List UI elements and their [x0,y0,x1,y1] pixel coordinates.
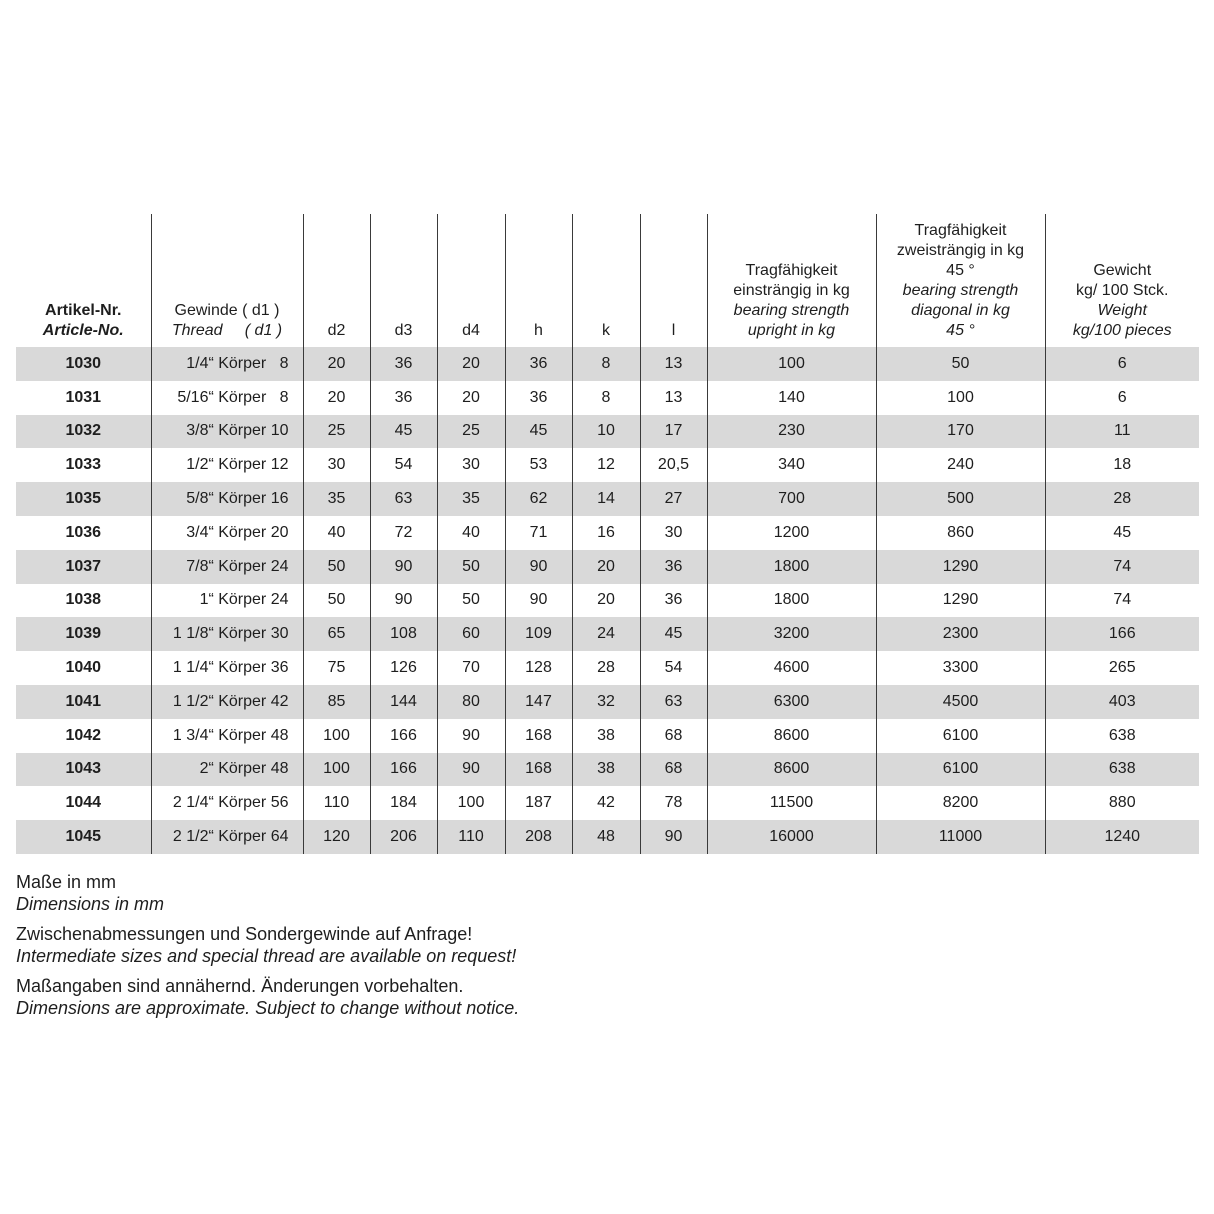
header-weight-line: Weight [1097,302,1147,319]
cell-thread: 1/2“ Körper 12 [151,448,303,482]
cell-thread: 1 3/4“ Körper 48 [151,719,303,753]
cell-d4: 110 [437,820,505,854]
header-upright-line: upright in kg [747,322,836,339]
cell-upright-capacity: 11500 [707,786,876,820]
cell-article-no: 1037 [16,550,151,584]
cell-k: 42 [572,786,640,820]
cell-upright-capacity: 1200 [707,516,876,550]
cell-article-no: 1042 [65,726,102,744]
cell-d2: 110 [303,786,370,820]
note-en: Dimensions in mm [16,894,165,914]
cell-diagonal-capacity: 100 [876,381,1045,415]
header-h: h [505,214,572,347]
cell-thread: 3/8“ Körper 10 [151,415,303,449]
header-upright-line: einsträngig in kg [733,282,850,299]
header-weight-line: Gewicht [1093,262,1152,279]
cell-upright-capacity: 8600 [707,719,876,753]
note-de: Zwischenabmessungen und Sondergewinde auf Anfrage! [16,924,473,944]
cell-diagonal-capacity: 6100 [876,753,1045,787]
cell-weight: 74 [1045,584,1199,618]
cell-thread: 1/4“ Körper 8 [151,347,303,381]
table-row [16,584,1199,618]
header-diagonal-line: bearing strength [902,282,1019,299]
cell-h: 168 [505,753,572,787]
cell-diagonal-capacity: 860 [876,516,1045,550]
cell-d3: 36 [370,347,437,381]
cell-k: 8 [572,381,640,415]
cell-diagonal-capacity: 1290 [876,550,1045,584]
header-d3: d3 [370,214,437,347]
header-diagonal-line: Tragfähigkeit [914,222,1007,239]
cell-d2: 30 [303,448,370,482]
cell-thread: 1 1/2“ Körper 42 [151,685,303,719]
table-header-row [16,214,1199,347]
cell-l: 13 [640,381,707,415]
cell-d2: 50 [303,550,370,584]
cell-diagonal-capacity: 1290 [876,584,1045,618]
cell-d2: 100 [303,753,370,787]
cell-upright-capacity: 140 [707,381,876,415]
cell-weight: 45 [1045,516,1199,550]
cell-h: 90 [505,584,572,618]
cell-article-no: 1041 [16,685,151,719]
cell-d3: 184 [370,786,437,820]
note-custom-sizes [16,923,519,967]
cell-article-no: 1036 [65,523,102,541]
cell-k: 8 [572,347,640,381]
cell-k: 20 [572,550,640,584]
cell-h: 36 [505,381,572,415]
cell-article-no: 1038 [65,591,102,609]
cell-weight: 11 [1045,415,1199,449]
cell-d3: 90 [370,550,437,584]
cell-d3: 206 [370,820,437,854]
cell-upright-capacity: 700 [707,482,876,516]
cell-d3: 72 [370,516,437,550]
cell-thread: 1“ Körper 24 [151,584,303,618]
cell-d2: 65 [303,617,370,651]
cell-d4: 40 [437,516,505,550]
header-weight-line: kg/100 pieces [1072,322,1172,339]
cell-l: 36 [640,584,707,618]
cell-d2: 40 [303,516,370,550]
cell-weight: 265 [1045,651,1199,685]
cell-h: 147 [505,685,572,719]
header-d2: d2 [303,214,370,347]
note-de: Maßangaben sind annähernd. Änderungen vorbehalten. [16,976,464,996]
cell-d4: 90 [437,753,505,787]
note-approximate [16,975,519,1019]
cell-upright-capacity: 4600 [707,651,876,685]
cell-l: 13 [640,347,707,381]
table-row [16,415,1199,449]
cell-l: 90 [640,820,707,854]
cell-l: 27 [640,482,707,516]
cell-diagonal-capacity: 6100 [876,719,1045,753]
cell-d3: 126 [370,651,437,685]
cell-d4: 35 [437,482,505,516]
cell-d4: 25 [437,415,505,449]
cell-thread: 2“ Körper 48 [151,753,303,787]
header-diagonal-line: 45 ° [946,322,975,339]
cell-h: 128 [505,651,572,685]
cell-h: 45 [505,415,572,449]
cell-h: 168 [505,719,572,753]
cell-l: 63 [640,685,707,719]
cell-d4: 90 [437,719,505,753]
cell-h: 71 [505,516,572,550]
table-row [16,516,1199,550]
cell-article-no: 1039 [16,617,151,651]
cell-h: 36 [505,347,572,381]
header-diagonal [876,214,1045,347]
cell-upright-capacity: 1800 [707,550,876,584]
table-row [16,719,1199,753]
cell-upright-capacity: 340 [707,448,876,482]
cell-d4: 60 [437,617,505,651]
notes [16,871,519,1027]
header-upright-line: bearing strength [733,302,850,319]
cell-d3: 108 [370,617,437,651]
table-body [16,347,1199,854]
header-diagonal-line: 45 ° [946,262,975,279]
header-upright [707,214,876,347]
cell-d3: 63 [370,482,437,516]
header-weight-line: kg/ 100 Stck. [1076,282,1169,299]
cell-l: 20,5 [640,448,707,482]
cell-h: 208 [505,820,572,854]
cell-d4: 80 [437,685,505,719]
cell-d2: 35 [303,482,370,516]
dimensions-table [16,214,1199,854]
cell-diagonal-capacity: 170 [876,415,1045,449]
header-article [16,214,151,347]
cell-upright-capacity: 6300 [707,685,876,719]
cell-l: 68 [640,719,707,753]
cell-k: 24 [572,617,640,651]
cell-k: 14 [572,482,640,516]
cell-k: 32 [572,685,640,719]
cell-l: 36 [640,550,707,584]
cell-d4: 20 [437,347,505,381]
cell-d2: 120 [303,820,370,854]
cell-article-no: 1045 [16,820,151,854]
note-de: Maße in mm [16,872,117,892]
table-row [16,482,1199,516]
cell-k: 10 [572,415,640,449]
cell-upright-capacity: 16000 [707,820,876,854]
cell-k: 16 [572,516,640,550]
cell-thread: 5/16“ Körper 8 [151,381,303,415]
cell-diagonal-capacity: 3300 [876,651,1045,685]
note-en: Dimensions are approximate. Subject to change without notice. [16,998,520,1018]
header-article-en: Article-No. [42,322,124,339]
cell-weight: 1240 [1045,820,1199,854]
cell-d2: 20 [303,347,370,381]
cell-article-no: 1044 [65,794,102,812]
cell-d3: 90 [370,584,437,618]
cell-k: 20 [572,584,640,618]
cell-d2: 50 [303,584,370,618]
cell-d3: 166 [370,719,437,753]
cell-d4: 100 [437,786,505,820]
header-thread-de: Gewinde ( d1 ) [174,302,280,319]
cell-d3: 54 [370,448,437,482]
cell-diagonal-capacity: 11000 [876,820,1045,854]
cell-diagonal-capacity: 8200 [876,786,1045,820]
cell-d2: 25 [303,415,370,449]
cell-d3: 166 [370,753,437,787]
cell-l: 45 [640,617,707,651]
cell-weight: 638 [1045,719,1199,753]
cell-h: 187 [505,786,572,820]
table-row [16,381,1199,415]
cell-article-no: 1032 [16,415,151,449]
header-upright-line: Tragfähigkeit [745,262,838,279]
cell-d3: 45 [370,415,437,449]
cell-weight: 6 [1045,381,1199,415]
header-l: l [640,214,707,347]
cell-k: 48 [572,820,640,854]
cell-weight: 18 [1045,448,1199,482]
cell-k: 38 [572,719,640,753]
cell-d4: 70 [437,651,505,685]
cell-h: 62 [505,482,572,516]
cell-k: 28 [572,651,640,685]
cell-weight: 28 [1045,482,1199,516]
cell-upright-capacity: 100 [707,347,876,381]
cell-upright-capacity: 8600 [707,753,876,787]
cell-diagonal-capacity: 2300 [876,617,1045,651]
cell-k: 38 [572,753,640,787]
cell-weight: 403 [1045,685,1199,719]
cell-upright-capacity: 230 [707,415,876,449]
cell-diagonal-capacity: 240 [876,448,1045,482]
table-row [16,448,1199,482]
cell-article-no: 1035 [16,482,151,516]
cell-thread: 2 1/2“ Körper 64 [151,820,303,854]
cell-thread: 2 1/4“ Körper 56 [151,786,303,820]
header-thread-en: Thread ( d1 ) [171,322,283,339]
header-diagonal-line: zweisträngig in kg [896,242,1025,259]
cell-weight: 6 [1045,347,1199,381]
cell-d4: 30 [437,448,505,482]
cell-weight: 880 [1045,786,1199,820]
cell-thread: 1 1/4“ Körper 36 [151,651,303,685]
header-d4: d4 [437,214,505,347]
header-article-de: Artikel-Nr. [45,302,122,319]
header-thread [151,214,303,347]
cell-thread: 3/4“ Körper 20 [151,516,303,550]
table-row [16,651,1199,685]
cell-diagonal-capacity: 500 [876,482,1045,516]
note-en: Intermediate sizes and special thread are available on request! [16,946,517,966]
cell-d4: 50 [437,550,505,584]
table-row [16,685,1199,719]
cell-l: 30 [640,516,707,550]
header-k: k [572,214,640,347]
cell-d4: 20 [437,381,505,415]
cell-h: 90 [505,550,572,584]
header-weight [1045,214,1199,347]
cell-l: 68 [640,753,707,787]
table-row [16,753,1199,787]
cell-weight: 74 [1045,550,1199,584]
cell-d2: 100 [303,719,370,753]
cell-h: 53 [505,448,572,482]
cell-article-no: 1030 [16,347,151,381]
cell-weight: 638 [1045,753,1199,787]
cell-d2: 85 [303,685,370,719]
cell-d2: 75 [303,651,370,685]
cell-weight: 166 [1045,617,1199,651]
cell-h: 109 [505,617,572,651]
cell-article-no: 1040 [65,659,102,677]
cell-diagonal-capacity: 50 [876,347,1045,381]
table-row [16,550,1199,584]
cell-l: 78 [640,786,707,820]
cell-upright-capacity: 1800 [707,584,876,618]
header-diagonal-line: diagonal in kg [911,302,1010,319]
cell-l: 17 [640,415,707,449]
cell-d4: 50 [437,584,505,618]
cell-article-no: 1043 [16,753,151,787]
cell-thread: 1 1/8“ Körper 30 [151,617,303,651]
note-units [16,871,519,915]
cell-d3: 36 [370,381,437,415]
cell-thread: 5/8“ Körper 16 [151,482,303,516]
cell-l: 54 [640,651,707,685]
cell-article-no: 1031 [65,388,102,406]
cell-diagonal-capacity: 4500 [876,685,1045,719]
table-row [16,786,1199,820]
cell-article-no: 1033 [65,456,102,474]
table-row [16,820,1199,854]
cell-thread: 7/8“ Körper 24 [151,550,303,584]
table-row [16,617,1199,651]
cell-k: 12 [572,448,640,482]
cell-upright-capacity: 3200 [707,617,876,651]
table-row [16,347,1199,381]
cell-d2: 20 [303,381,370,415]
cell-d3: 144 [370,685,437,719]
